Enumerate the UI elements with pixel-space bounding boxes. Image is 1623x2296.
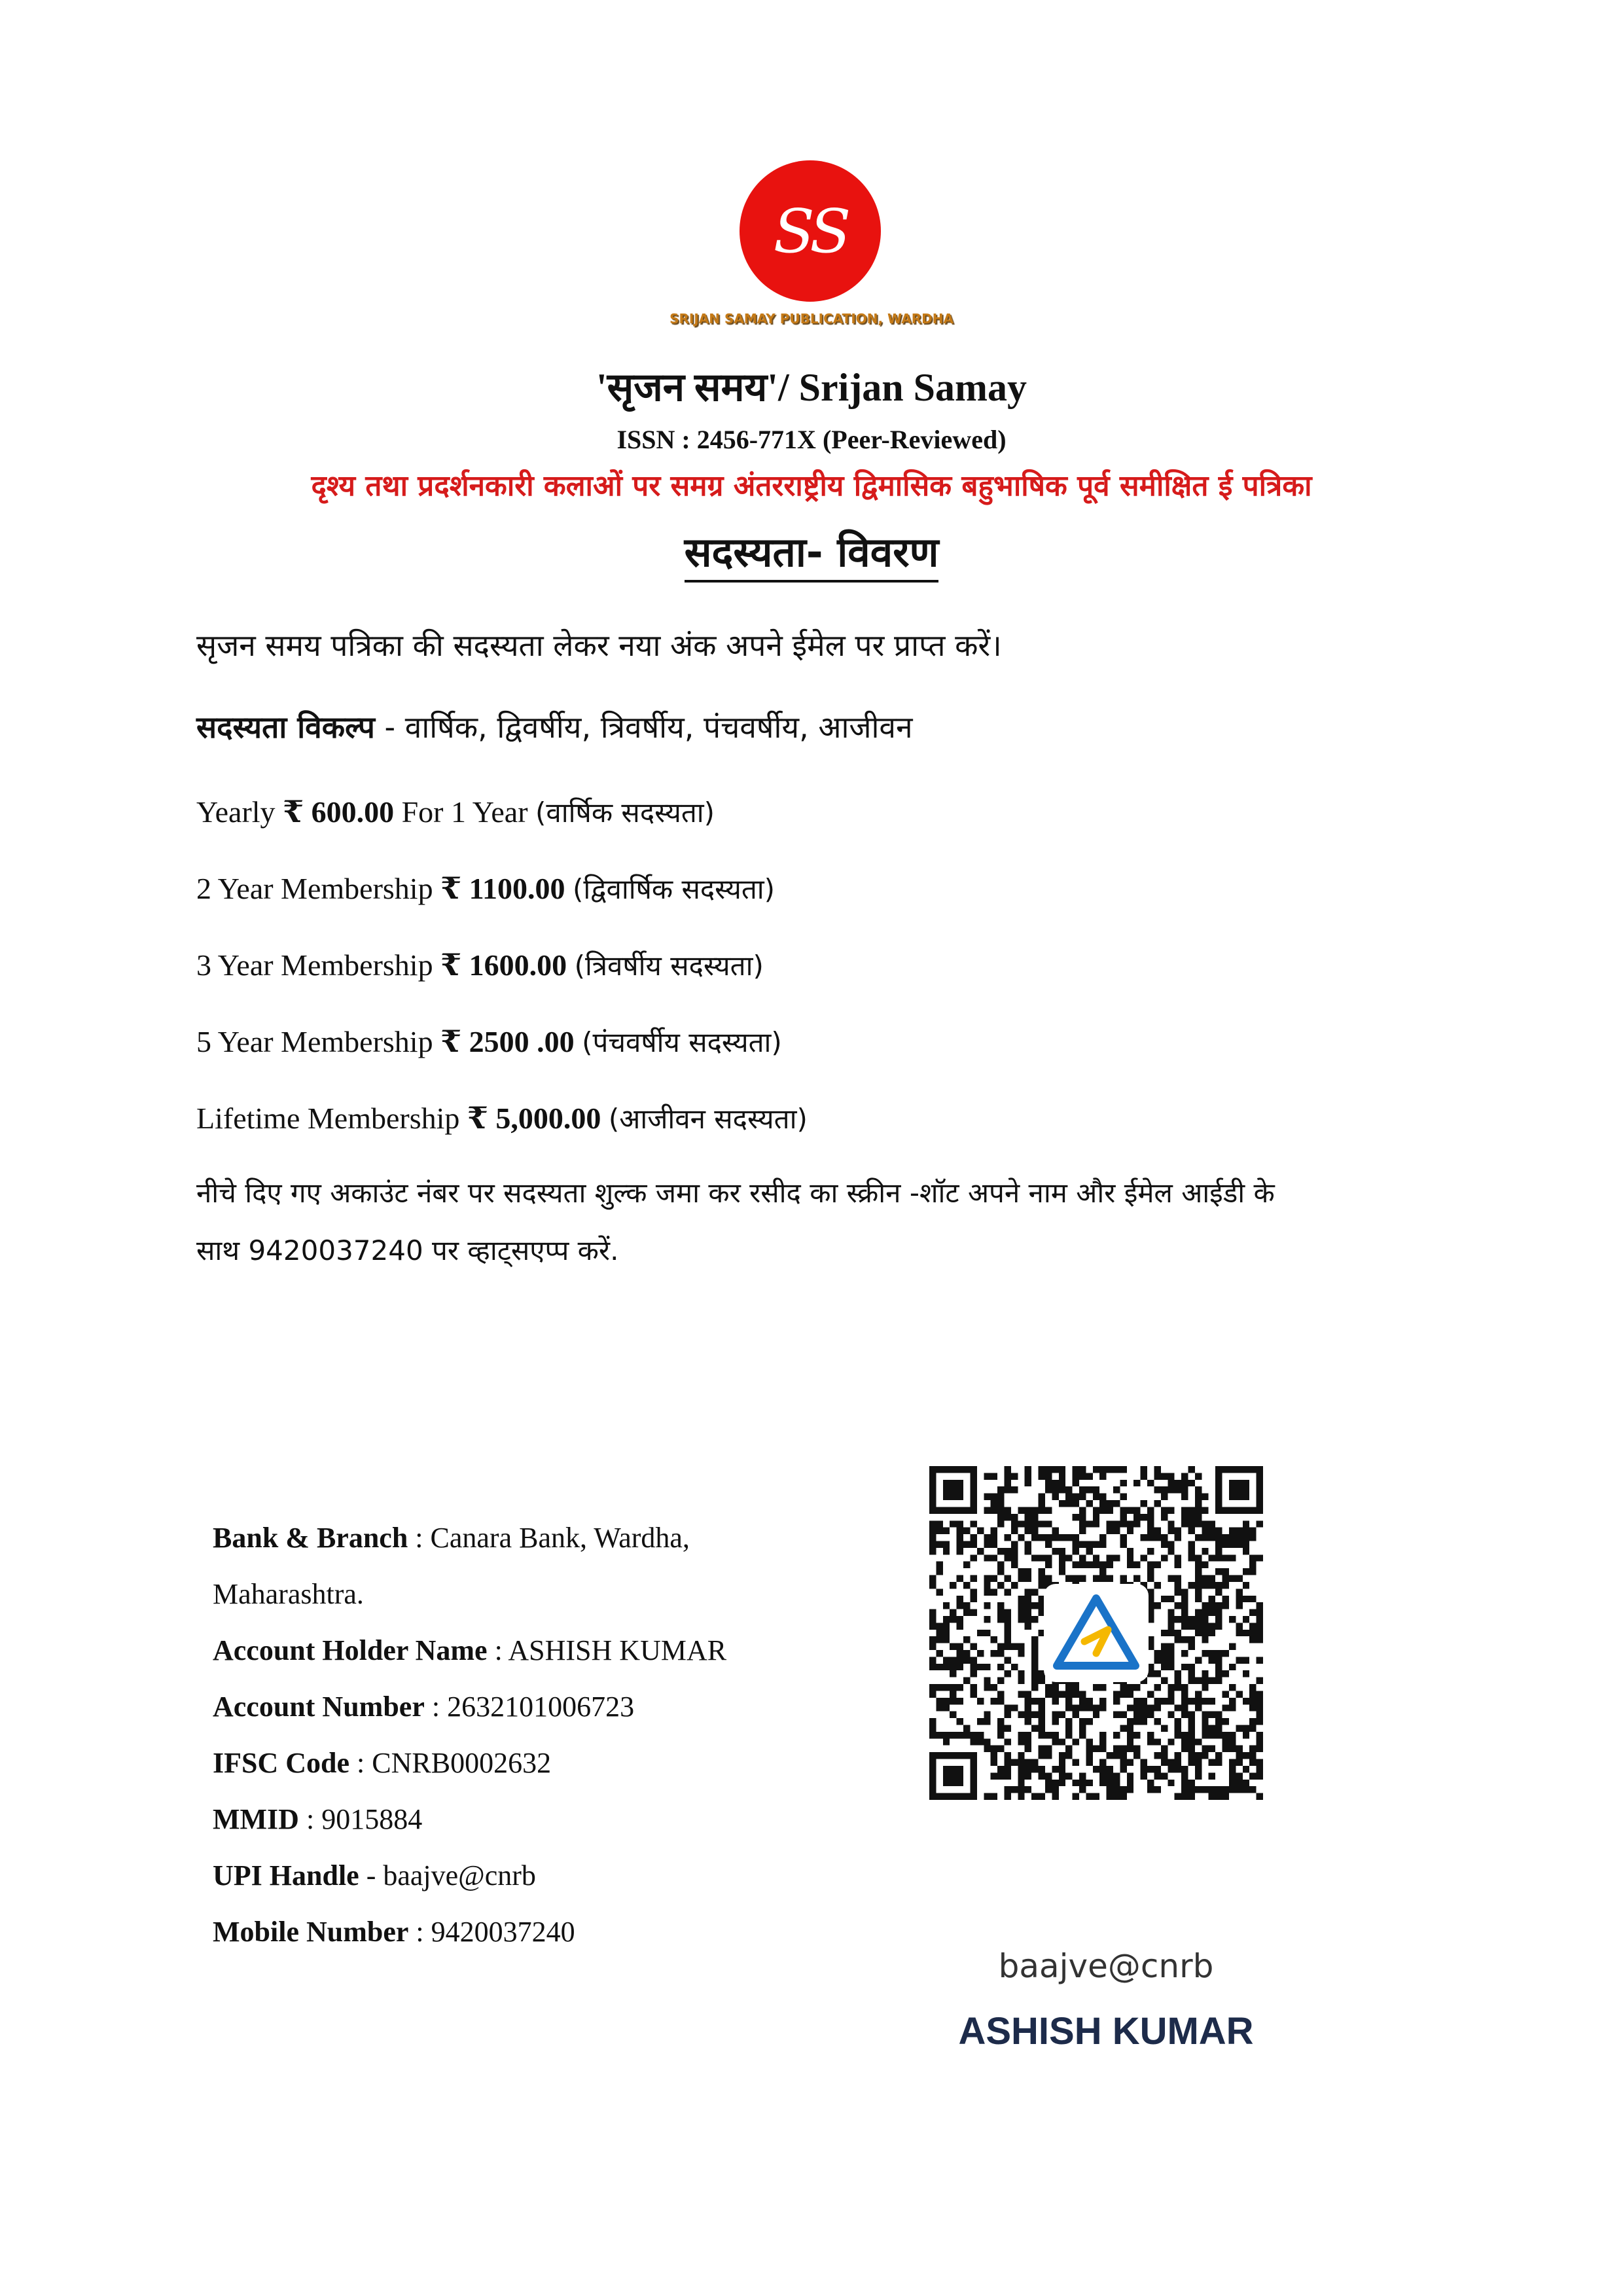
bank-branch-value: : Canara Bank, Wardha, [408,1522,690,1554]
account-holder-label: Account Holder Name [213,1634,488,1666]
page-title: 'सृजन समय'/ Srijan Samay [596,366,1027,409]
plan-price: ₹ 5,000.00 [467,1102,601,1135]
account-number-value: : 2632101006723 [424,1691,635,1723]
qr-finder-pattern [933,1469,973,1510]
ifsc-label: IFSC Code [213,1747,350,1779]
bank-logo-icon [1044,1584,1149,1682]
account-holder-value: : ASHISH KUMAR [487,1634,727,1666]
account-number-row [213,1689,634,1725]
mobile-label: Mobile Number [213,1916,409,1948]
upi-label: UPI Handle [213,1859,359,1892]
logo-caption: SRIJAN SAMAY PUBLICATION, WARDHA [669,311,954,327]
bank-branch-value-2: Maharashtra. [213,1578,364,1610]
account-number-label: Account Number [213,1691,425,1723]
plan-duration [567,948,575,982]
mmid-label: MMID [213,1803,299,1835]
plan-price: ₹ 2500 .00 [440,1025,575,1058]
plan-duration [575,1025,582,1058]
mmid-row [213,1801,422,1838]
qr-finder-pattern [933,1755,973,1796]
plan-hindi: (वार्षिक सदस्यता) [535,797,715,829]
mobile-value: : 9420037240 [408,1916,575,1948]
upi-row [213,1857,536,1894]
mmid-value: : 9015884 [298,1803,423,1835]
qr-finder-pattern [1219,1469,1259,1510]
options-line [196,707,1440,747]
plan-hindi: (आजीवन सदस्यता) [608,1103,808,1135]
options-label: सदस्यता विकल्प [196,709,375,745]
plan-row [196,1098,1440,1139]
issn-line: ISSN : 2456-771X (Peer-Reviewed) [616,425,1007,454]
qr-upi-id: baajve@cnrb [998,1947,1214,1985]
plan-row [196,1022,1440,1063]
plan-name: Lifetime Membership [196,1102,467,1135]
plan-hindi: (पंचवर्षीय सदस्यता) [582,1026,782,1058]
plan-duration: For 1 Year [394,795,536,829]
plan-name: 3 Year Membership [196,948,441,982]
bank-branch-row [213,1520,690,1556]
ifsc-value: : CNRB0002632 [349,1747,552,1779]
ifsc-row [213,1745,551,1782]
plan-hindi: (त्रिवर्षीय सदस्यता) [574,950,764,982]
plan-price: ₹ 1100.00 [440,872,565,905]
plan-name: Yearly [196,795,283,829]
plan-hindi: (द्विवार्षिक सदस्यता) [573,873,776,905]
plan-name: 2 Year Membership [196,872,441,905]
plan-row [196,945,1440,986]
plan-duration [565,872,573,905]
qr-account-name: ASHISH KUMAR [958,2010,1254,2053]
plan-row [196,792,1440,833]
bank-branch-label: Bank & Branch [213,1522,408,1554]
intro-text: सृजन समय पत्रिका की सदस्यता लेकर नया अंक अपने ईमेल पर प्राप्त करें। [196,628,1002,663]
plan-name: 5 Year Membership [196,1025,441,1058]
mobile-row [213,1914,575,1950]
qr-center-badge [1044,1584,1149,1682]
options-text: - वार्षिक, द्विवर्षीय, त्रिवर्षीय, पंचवर्षीय, आजीवन [374,709,913,745]
plan-price: ₹ 600.00 [283,795,395,829]
account-holder-row [213,1632,726,1669]
plan-duration [601,1102,609,1135]
plan-price: ₹ 1600.00 [440,948,567,982]
section-heading-text: सदस्यता- विवरण [685,528,939,583]
tagline: दृश्य तथा प्रदर्शनकारी कलाओं पर समग्र अंतरराष्ट्रीय द्विमासिक बहुभाषिक पूर्व समीक्षित ई पत्रिका [311,469,1312,503]
section-heading [0,524,1623,579]
bank-branch-row-2 [213,1576,364,1613]
upi-value: - baajve@cnrb [359,1859,536,1892]
instruction-line-1: नीचे दिए गए अकाउंट नंबर पर सदस्यता शुल्क जमा कर रसीद का स्क्रीन -शॉट अपने नाम और ईमेल आईडी के [196,1177,1275,1209]
logo-monogram: SS [773,196,847,266]
instruction-line-2: साथ 9420037240 पर व्हाट्सएप्प करें. [196,1234,619,1266]
plan-row [196,869,1440,910]
